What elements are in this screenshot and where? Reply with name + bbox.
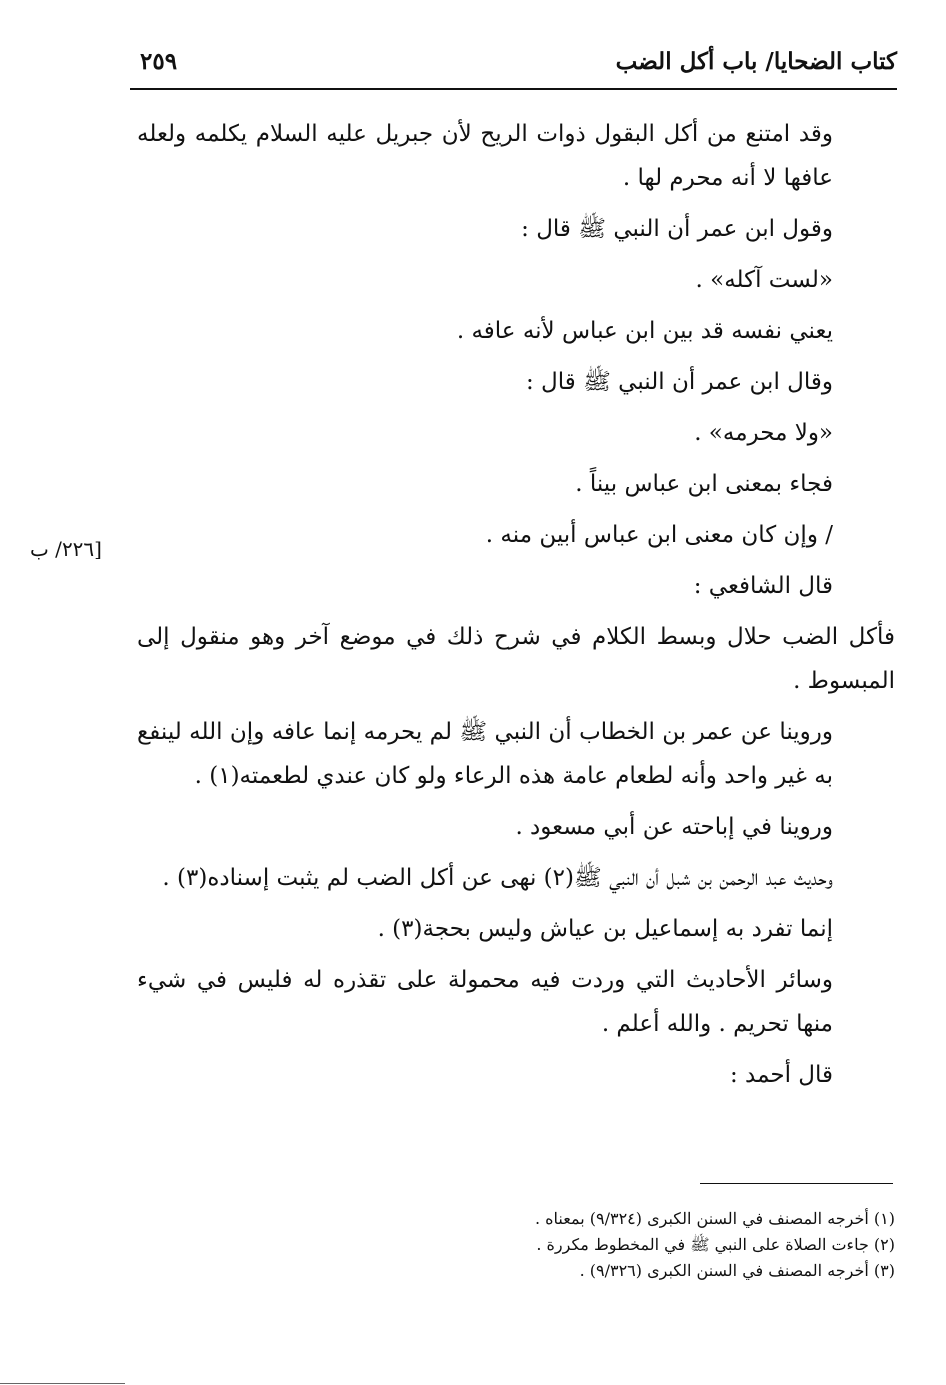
footnotes: [137, 1206, 895, 1284]
paragraph: وقد امتنع من أكل البقول ذوات الريح لأن جبريل عليه السلام يكلمه ولعله عافها لا أنه محرم لها .: [137, 121, 833, 191]
footnote: (١) أخرجه المصنف في السنن الكبرى (٩/٣٢٤) بمعناه .: [534, 1209, 895, 1228]
paragraph: فجاء بمعنى ابن عباس بيناً .: [575, 471, 833, 497]
header-divider: [130, 88, 897, 90]
footnote: (٣) أخرجه المصنف في السنن الكبرى (٩/٣٢٦) .: [579, 1261, 895, 1280]
footnote-divider: [700, 1183, 893, 1184]
main-text: [137, 112, 895, 1104]
paragraph: وسائر الأحاديث التي وردت فيه محمولة على تقذره له فليس في شيء منها تحريم . والله أعلم .: [137, 967, 833, 1037]
manuscript-folio-note: [٢٢٦/ ب: [30, 537, 102, 561]
quote-paragraph: «ولا محرمه» .: [694, 420, 833, 446]
page-number: ٢٥٩: [140, 48, 178, 75]
paragraph: / وإن كان معنى ابن عباس أبين منه .: [485, 522, 833, 548]
running-header: [130, 42, 897, 86]
paragraph: وحديث عبد الرحمن بن شبل أن النبي ﷺ(٢) نهى عن أكل الضب لم يثبت إسناده(٣) .: [162, 865, 833, 891]
paragraph: وروينا في إباحته عن أبي مسعود .: [515, 814, 833, 840]
paragraph: فأكل الضب حلال وبسط الكلام في شرح ذلك في موضع آخر وهو منقول إلى المبسوط .: [137, 624, 895, 694]
paragraph: وروينا عن عمر بن الخطاب أن النبي ﷺ لم يحرمه إنما عافه وإن الله لينفع به غير واحد وأنه لطعام عامة هذه الرعاء ولو كان عندي لطعمته(١) .: [137, 719, 833, 789]
paragraph: إنما تفرد به إسماعيل بن عياش وليس بحجة(٣) .: [377, 916, 833, 942]
paragraph: وقال ابن عمر أن النبي ﷺ قال :: [526, 369, 833, 395]
quote-paragraph: «لست آكله» .: [695, 267, 833, 293]
chapter-title: كتاب الضحايا/ باب أكل الضب: [615, 48, 897, 75]
paragraph: يعني نفسه قد بين ابن عباس لأنه عافه .: [456, 318, 833, 344]
paragraph: قال الشافعي :: [693, 573, 833, 599]
footnote: (٢) جاءت الصلاة على النبي ﷺ في المخطوط مكررة .: [536, 1235, 895, 1254]
paragraph: قال أحمد :: [729, 1062, 833, 1088]
scan-edge-line: [0, 1383, 125, 1384]
paragraph: وقول ابن عمر أن النبي ﷺ قال :: [521, 216, 833, 242]
